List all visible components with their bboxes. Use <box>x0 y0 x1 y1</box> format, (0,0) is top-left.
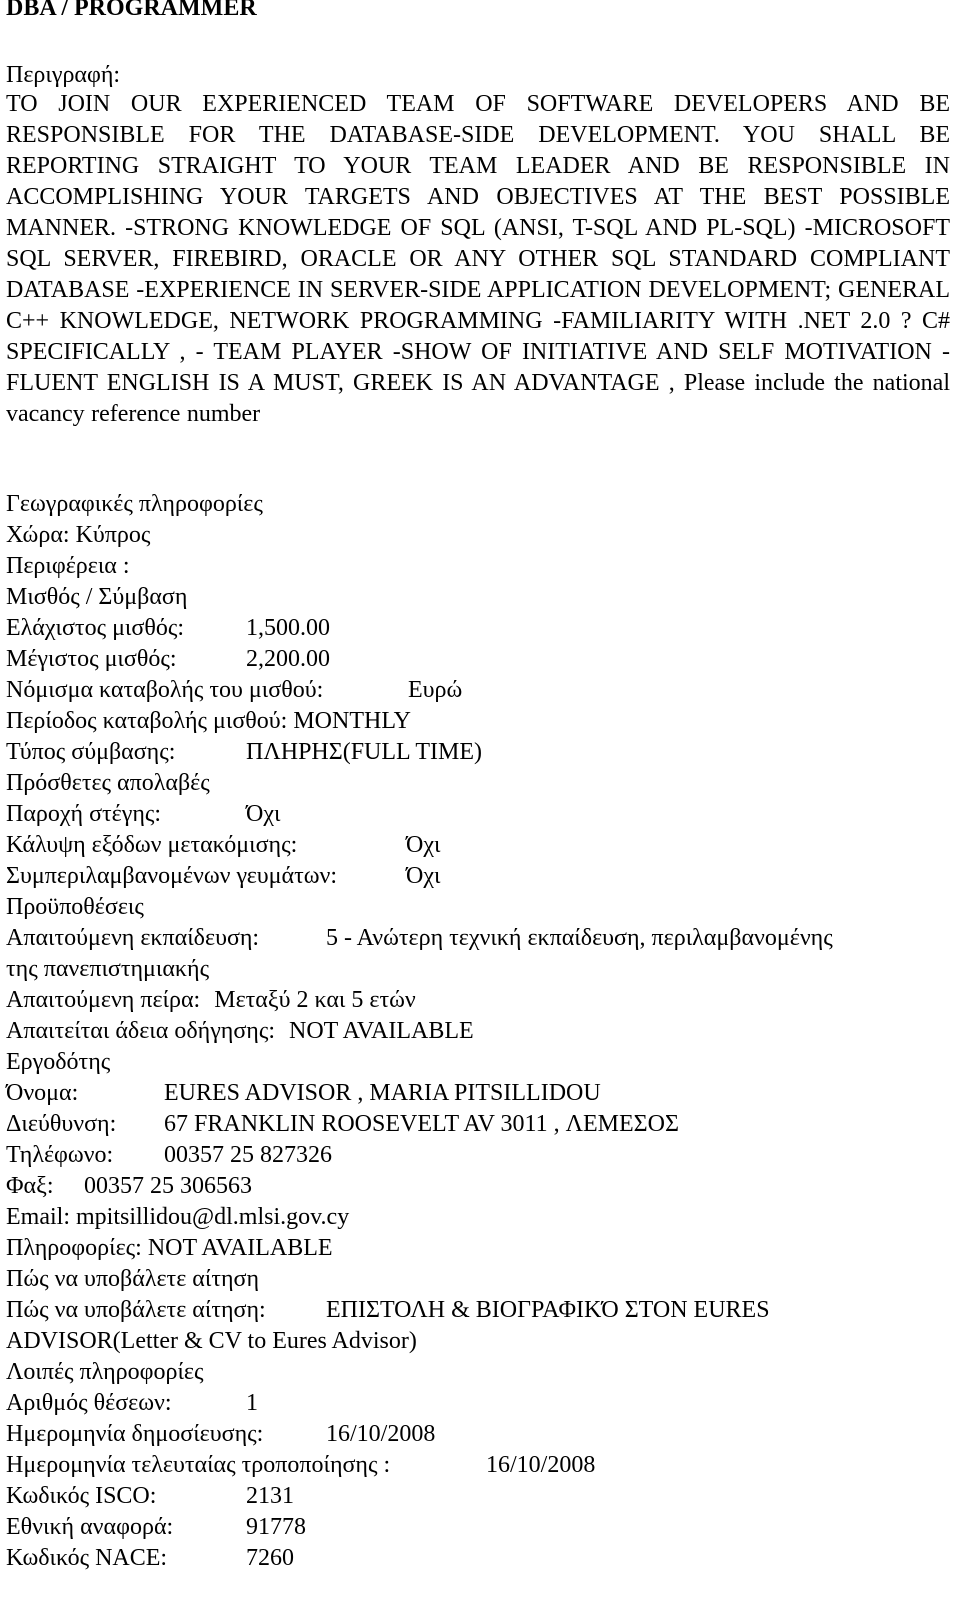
description-label: Περιγραφή: <box>6 62 121 88</box>
description-text: TO JOIN OUR EXPERIENCED TEAM OF SOFTWARE DEVELOPERS AND BE RESPONSIBLE FOR THE DATABASE-SIDE DEVELOPMENT. YOU SHALL BE REPORTING STRAIGHT TO YOUR TEAM LEADER AND BE RESPONSIBLE IN ACCOMPLISHING YOUR TARGETS AND OBJECTIVES AT THE BEST POSSIBLE MANNER. -STRONG KNOWLEDGE OF SQL (ANSI, T-SQL AND PL-SQL) -MICROSOFT SQL SERVER, FIREBIRD, ORACLE OR ANY OTHER SQL STANDARD COMPLIANT DATABASE -EXPERIENCE IN SERVER-SIDE APPLICATION DEVELOPMENT; GENERAL C++ KNOWLEDGE, NETWORK PROGRAMMING -FAMILIARITY WITH .NET 2.0 ? C# SPECIFICALLY , - TEAM PLAYER -SHOW OF INITIATIVE AND SELF MOTIVATION -FLUENT ENGLISH IS A MUST, GREEK IS AN ADVANTAGE , Please include the national vacancy reference number <box>6 91 950 427</box>
housing-label: Παροχή στέγης: <box>6 801 162 827</box>
meals-label: Συμπεριλαμβανομένων γευμάτων: <box>6 863 338 889</box>
modified-label: Ημερομηνία τελευταίας τροποποίησης : <box>6 1452 391 1478</box>
employer-address-value: 67 FRANKLIN ROOSEVELT AV 3011 , ΛΕΜΕΣΟΣ <box>164 1111 679 1137</box>
relocation-value: Όχι <box>406 832 441 858</box>
isco-value: 2131 <box>246 1483 294 1509</box>
region-label: Περιφέρεια : <box>6 553 130 579</box>
employer-fax-row <box>6 1171 950 1202</box>
apply-how-label: Πώς να υποβάλετε αίτηση: <box>6 1297 266 1323</box>
min-salary-value: 1,500.00 <box>246 615 330 641</box>
region-row <box>6 551 950 582</box>
employer-address-row <box>6 1109 950 1140</box>
education-value-cont: της πανεπιστημιακής <box>6 956 210 982</box>
country-value: Κύπρος <box>75 522 151 548</box>
max-salary-label: Μέγιστος μισθός: <box>6 646 177 672</box>
nace-value: 7260 <box>246 1545 294 1571</box>
contract-label: Τύπος σύμβασης: <box>6 739 176 765</box>
employer-name-value: EURES ADVISOR , MARIA PITSILLIDOU <box>164 1080 601 1106</box>
nace-row <box>6 1543 950 1574</box>
employer-email-value: mpitsillidou@dl.mlsi.gov.cy <box>75 1204 350 1230</box>
contract-row <box>6 737 950 768</box>
min-salary-row <box>6 613 950 644</box>
experience-label: Απαιτούμενη πείρα: <box>6 987 201 1013</box>
employer-phone-row <box>6 1140 950 1171</box>
experience-row <box>6 985 950 1016</box>
employer-address-label: Διεύθυνση: <box>6 1111 117 1137</box>
national-ref-row <box>6 1512 950 1543</box>
positions-label: Αριθμός θέσεων: <box>6 1390 172 1416</box>
max-salary-value: 2,200.00 <box>246 646 330 672</box>
employer-fax-label: Φαξ: <box>6 1173 54 1199</box>
education-row <box>6 923 950 954</box>
currency-value: Ευρώ <box>408 677 463 703</box>
details-section <box>6 489 950 1574</box>
license-value: NOT AVAILABLE <box>289 1018 474 1044</box>
employer-name-label: Όνομα: <box>6 1080 79 1106</box>
salary-heading: Μισθός / Σύμβαση <box>6 584 188 610</box>
period-row <box>6 706 950 737</box>
period-value: MONTHLY <box>293 708 411 734</box>
period-label: Περίοδος καταβολής μισθού: <box>6 708 288 734</box>
license-row <box>6 1016 950 1047</box>
positions-row <box>6 1388 950 1419</box>
isco-label: Κωδικός ISCO: <box>6 1483 157 1509</box>
country-label: Χώρα: <box>6 522 70 548</box>
positions-value: 1 <box>246 1390 258 1416</box>
job-title: DBA / PROGRAMMER <box>6 0 257 21</box>
education-value: 5 - Ανώτερη τεχνική εκπαίδευση, περιλαμβανομένης <box>326 925 833 951</box>
geo-heading: Γεωγραφικές πληροφορίες <box>6 491 263 517</box>
education-label: Απαιτούμενη εκπαίδευση: <box>6 925 260 951</box>
relocation-row <box>6 830 950 861</box>
national-ref-label: Εθνική αναφορά: <box>6 1514 174 1540</box>
modified-value: 16/10/2008 <box>486 1452 596 1478</box>
nace-label: Κωδικός NACE: <box>6 1545 168 1571</box>
employer-phone-label: Τηλέφωνο: <box>6 1142 114 1168</box>
employer-heading: Εργοδότης <box>6 1049 111 1075</box>
published-value: 16/10/2008 <box>326 1421 436 1447</box>
employer-phone-value: 00357 25 827326 <box>164 1142 332 1168</box>
national-ref-value: 91778 <box>246 1514 306 1540</box>
currency-label: Νόμισμα καταβολής του μισθού: <box>6 677 324 703</box>
apply-how-row <box>6 1295 950 1326</box>
experience-value: Μεταξύ 2 και 5 ετών <box>214 987 416 1013</box>
housing-row <box>6 799 950 830</box>
max-salary-row <box>6 644 950 675</box>
benefits-heading: Πρόσθετες απολαβές <box>6 770 210 796</box>
contract-value: ΠΛΗΡΗΣ(FULL TIME) <box>246 739 483 765</box>
apply-how-value-cont: ADVISOR(Letter & CV to Eures Advisor) <box>6 1328 417 1354</box>
housing-value: Όχι <box>246 801 281 827</box>
apply-heading: Πώς να υποβάλετε αίτηση <box>6 1266 259 1292</box>
license-label: Απαιτείται άδεια οδήγησης: <box>6 1018 276 1044</box>
published-label: Ημερομηνία δημοσίευσης: <box>6 1421 264 1447</box>
apply-how-value: ΕΠΙΣΤΟΛΗ & ΒΙΟΓΡΑΦΙΚΌ ΣΤΟΝ EURES <box>326 1297 770 1323</box>
min-salary-label: Ελάχιστος μισθός: <box>6 615 184 641</box>
requirements-heading: Προϋποθέσεις <box>6 894 144 920</box>
country-row <box>6 520 950 551</box>
employer-name-row <box>6 1078 950 1109</box>
employer-email-label: Email: <box>6 1204 70 1230</box>
employer-fax-value: 00357 25 306563 <box>84 1173 252 1199</box>
relocation-label: Κάλυψη εξόδων μετακόμισης: <box>6 832 298 858</box>
employer-info-value: NOT AVAILABLE <box>147 1235 333 1261</box>
currency-row <box>6 675 950 706</box>
published-row <box>6 1419 950 1450</box>
modified-row <box>6 1450 950 1481</box>
isco-row <box>6 1481 950 1512</box>
meals-value: Όχι <box>406 863 441 889</box>
employer-info-row <box>6 1233 950 1264</box>
other-heading: Λοιπές πληροφορίες <box>6 1359 204 1385</box>
employer-email-row <box>6 1202 950 1233</box>
employer-info-label: Πληροφορίες: <box>6 1235 142 1261</box>
meals-row <box>6 861 950 892</box>
